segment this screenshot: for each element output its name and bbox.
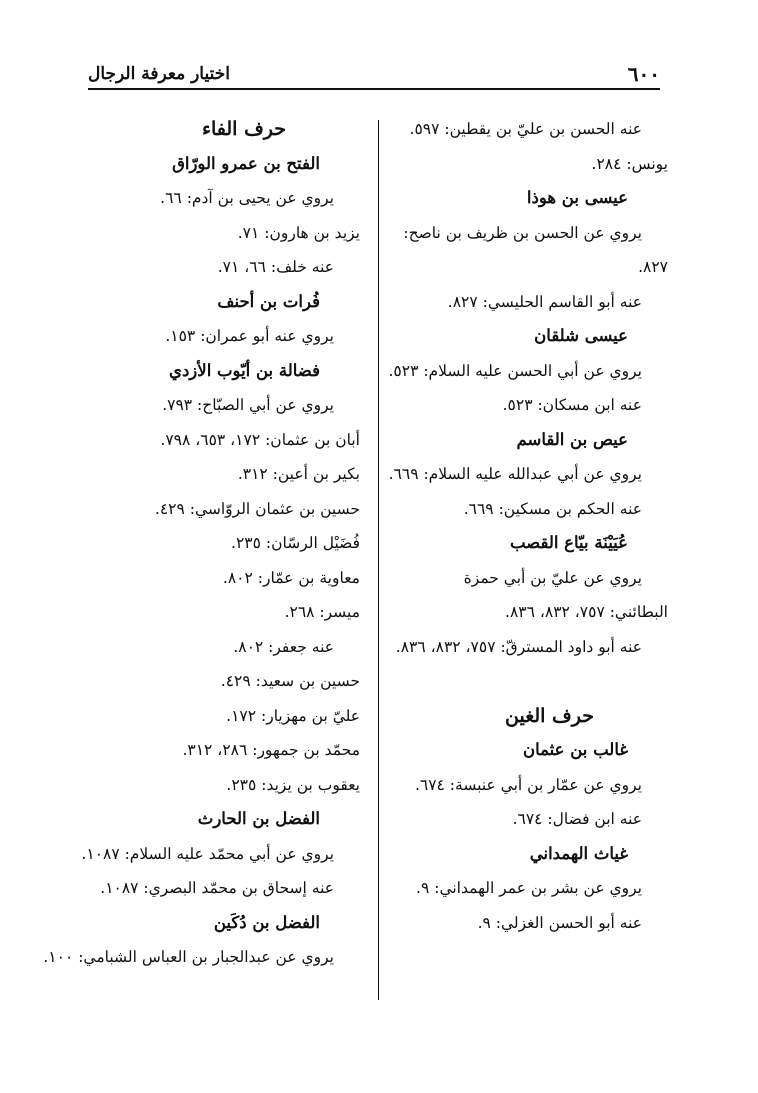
entry-line: يروي عن أبي عبدالله عليه السلام: ٦٦٩.	[388, 465, 642, 483]
entry-line: يروي عن يحيى بن آدم: ٦٦.	[160, 189, 334, 207]
entry-heading: الفتح بن عمرو الورّاق	[172, 153, 320, 173]
entry-line: حسين بن عثمان الروّاسي: ٤٢٩.	[154, 499, 360, 518]
entry-heading: عُيَيْنَة بيّاع القصب	[509, 533, 628, 552]
entry-line: يعقوب بن يزيد: ٢٣٥.	[226, 775, 360, 794]
entry-line: ميسر: ٢٦٨.	[284, 603, 360, 621]
entry-line: ٨٢٧.	[638, 258, 668, 276]
entry-line: البطائني: ٧٥٧، ٨٣٢، ٨٣٦.	[505, 603, 668, 621]
entry-heading: غالب بن عثمان	[522, 740, 628, 759]
column-divider	[378, 120, 379, 1000]
entry-line: حسين بن سعيد: ٤٢٩.	[220, 672, 360, 690]
entry-line: يروي عن بشر بن عمر الهمداني: ٩.	[416, 879, 642, 897]
entry-heading: عيسى شلقان	[534, 326, 628, 345]
running-title: اختيار معرفة الرجال	[88, 64, 230, 84]
entry-line: عنه الحكم بن مسكين: ٦٦٩.	[463, 499, 642, 518]
entry-line: عنه ابن مسكان: ٥٢٣.	[502, 396, 642, 414]
entry-line: عنه أبو الحسن الغزلي: ٩.	[477, 913, 642, 932]
entry-line: يروي عن عليّ بن أبي حمزة	[463, 568, 642, 587]
entry-heading: غياث الهمداني	[529, 843, 628, 863]
section-heading: حرف الغين	[505, 704, 594, 727]
entry-line: عنه أبو القاسم الحليسي: ٨٢٧.	[447, 292, 642, 311]
header-rule	[88, 88, 660, 90]
entry-line: يروي عن الحسن بن ظريف بن ناصح:	[403, 223, 642, 242]
blank-line	[378, 664, 668, 699]
entry-heading: فُرات بن أحنف	[217, 291, 320, 311]
entry-line: أبان بن عثمان: ١٧٢، ٦٥٣، ٧٩٨.	[160, 430, 360, 449]
page-header	[88, 58, 660, 90]
entry-heading: عيسى بن هوذا	[526, 188, 628, 207]
entry-line: فُضَيْل الرسّان: ٢٣٥.	[231, 534, 360, 552]
entry-line: يونس: ٢٨٤.	[591, 154, 668, 173]
entry-line: يزيد بن هارون: ٧١.	[237, 223, 360, 242]
entry-heading: الفضل بن دُكَين	[213, 912, 320, 932]
entry-line: عليّ بن مهزيار: ١٧٢.	[226, 706, 360, 725]
entry-heading: الفضل بن الحارث	[197, 809, 320, 828]
entry-line: عنه إسحاق بن محمّد البصري: ١٠٨٧.	[100, 879, 334, 897]
entry-line: يروي عن عمّار بن أبي عنبسة: ٦٧٤.	[414, 775, 642, 794]
entry-line: يروي عن عبدالجبار بن العباس الشبامي: ١٠٠.	[43, 948, 334, 966]
entry-line: بكير بن أعين: ٣١٢.	[237, 465, 360, 483]
entry-line: محمّد بن جمهور: ٢٨٦، ٣١٢.	[182, 741, 360, 759]
page-number: ٦٠٠	[627, 62, 660, 86]
entry-line: يروي عن أبي الصبّاح: ٧٩٣.	[162, 396, 334, 414]
entry-line: عنه ابن فضال: ٦٧٤.	[512, 810, 642, 828]
entry-line: يروي عن أبي الحسن عليه السلام: ٥٢٣.	[388, 361, 642, 380]
entry-line: يروي عن أبي محمّد عليه السلام: ١٠٨٧.	[81, 844, 334, 863]
entry-line: عنه جعفر: ٨٠٢.	[233, 637, 334, 656]
entry-line: عنه أبو داود المسترقّ: ٧٥٧، ٨٣٢، ٨٣٦.	[395, 637, 642, 656]
entry-line: عنه خلف: ٦٦، ٧١.	[217, 258, 334, 276]
entry-line: يروي عنه أبو عمران: ١٥٣.	[165, 327, 334, 345]
right-column	[378, 112, 668, 940]
entry-line: معاوية بن عمّار: ٨٠٢.	[222, 568, 360, 587]
section-heading: حرف الفاء	[202, 118, 286, 140]
entry-heading: فضالة بن أيّوب الأزدي	[169, 360, 320, 380]
entry-line: عنه الحسن بن عليّ بن يقطين: ٥٩٧.	[409, 120, 642, 138]
left-column	[43, 112, 360, 975]
entry-heading: عيص بن القاسم	[516, 429, 628, 449]
